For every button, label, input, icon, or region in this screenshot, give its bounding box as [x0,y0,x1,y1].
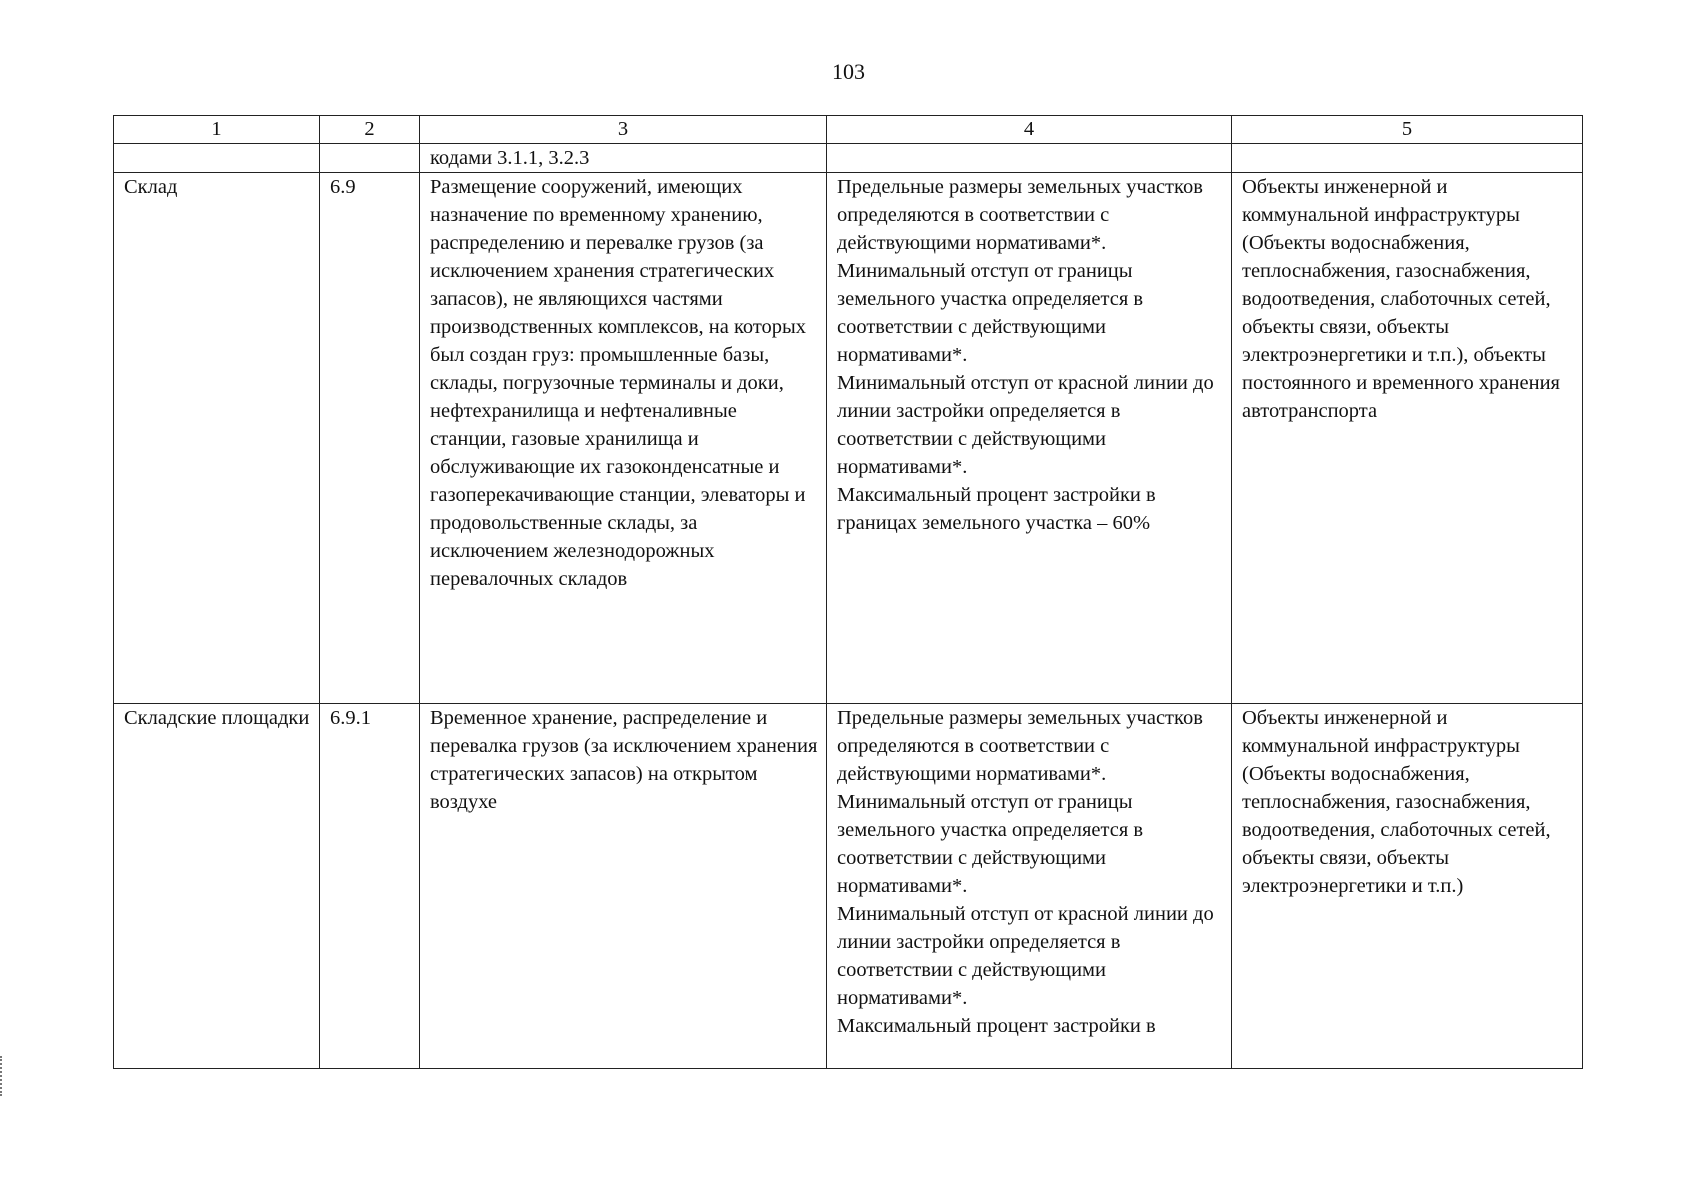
column-header-3: 3 [420,116,827,144]
description-cell: Временное хранение, распределение и перевалка грузов (за исключением хранения стратегических запасов) на открытом воздухе [420,704,827,1069]
land-use-table [113,115,1583,1069]
parameters-cell: Предельные размеры земельных участков определяются в соответствии с действующими нормативами*. Минимальный отступ от границы земельного участка определяется в соответствии с действующими нормативами*. Минимальный отступ от красной линии до линии застройки определяется в соответствии с действующими нормативами*. Максимальный процент застройки в [827,704,1232,1069]
page-number: 103 [832,59,865,84]
parameters-cell [827,144,1232,173]
description-cell: кодами 3.1.1, 3.2.3 [420,144,827,173]
auxiliary-uses-cell: Объекты инженерной и коммунальной инфраструктуры (Объекты водоснабжения, теплоснабжения, газоснабжения, водоотведения, слаботочных сетей, объекты связи, объекты электроэнергетики и т.п.) [1232,704,1583,1069]
code-cell: 6.9 [320,173,420,704]
use-type-cell: Складские площадки [114,704,320,1069]
auxiliary-uses-cell: Объекты инженерной и коммунальной инфраструктуры (Объекты водоснабжения, теплоснабжения, газоснабжения, водоотведения, слаботочных сетей, объекты связи, объекты электроэнергетики и т.п.), объекты постоянного и временного хранения автотранспорта [1232,173,1583,704]
parameters-cell: Предельные размеры земельных участков определяются в соответствии с действующими нормативами*. Минимальный отступ от границы земельного участка определяется в соответствии с действующими нормативами*. Минимальный отступ от красной линии до линии застройки определяется в соответствии с действующими нормативами*. Максимальный процент застройки в границах земельного участка – 60% [827,173,1232,704]
table-row [114,144,1583,173]
auxiliary-uses-cell [1232,144,1583,173]
column-header-2: 2 [320,116,420,144]
scan-artifact [0,1056,5,1096]
column-number-row [114,116,1583,144]
description-cell: Размещение сооружений, имеющих назначение по временному хранению, распределению и перевалке грузов (за исключением хранения стратегических запасов), не являющихся частями производственных комплексов, на которых был создан груз: промышленные базы, склады, погрузочные терминалы и доки, нефтехранилища и нефтеналивные станции, газовые хранилища и обслуживающие их газоконденсатные и газоперекачивающие станции, элеваторы и продовольственные склады, за исключением железнодорожных перевалочных складов [420,173,827,704]
table-row [114,704,1583,1069]
column-header-5: 5 [1232,116,1583,144]
code-cell [320,144,420,173]
code-cell: 6.9.1 [320,704,420,1069]
column-header-4: 4 [827,116,1232,144]
column-header-1: 1 [114,116,320,144]
table-row [114,173,1583,704]
use-type-cell: Склад [114,173,320,704]
use-type-cell [114,144,320,173]
